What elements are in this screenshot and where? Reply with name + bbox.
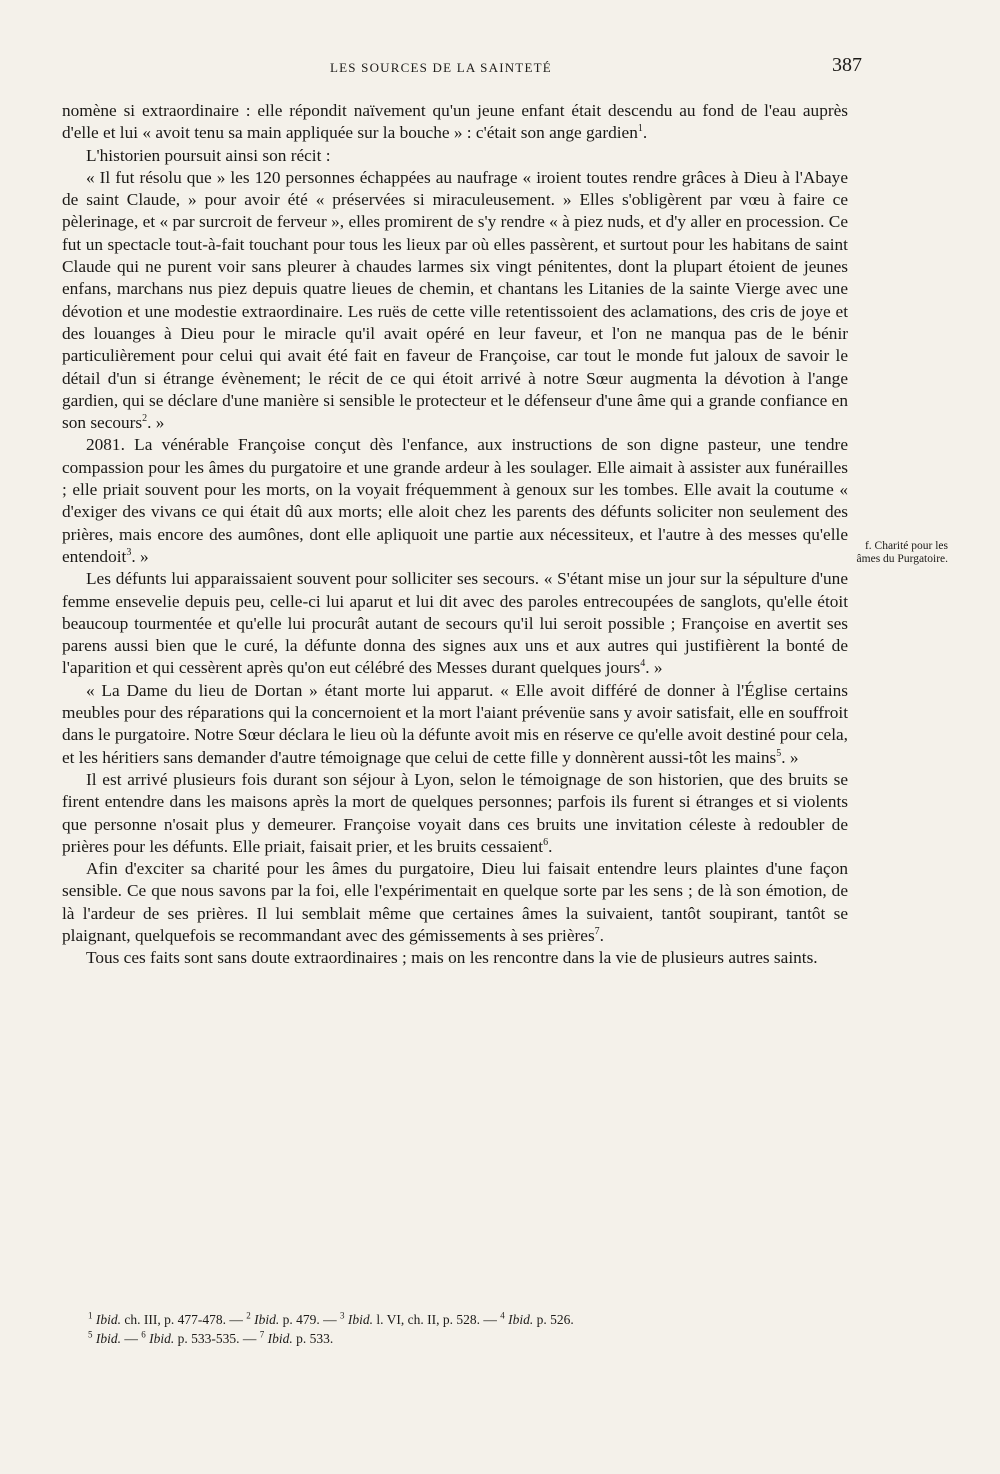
- footnote: $^3$ Ibid. l. VI, ch. II, p. 528. —: [339, 1310, 497, 1327]
- footnote: $^4$ Ibid. p. 526.: [500, 1310, 574, 1327]
- margin-note: f. Charité pour les âmes du Purgatoire.: [856, 540, 948, 565]
- paragraph: « Il fut résolu que » les 120 personnes échappées au naufrage « iroient toutes rendre grâces à Dieu à l'Abaye de saint Claude, » pour avoir été « préservées si miraculeusement. » Elles s'obligèrent par vœu à faire ce pèlerinage, et « par surcroit de ferveur », elles promirent de s'y rendre « à piez nuds, et d'y aller en procession. Ce fut un spectacle tout-à-fait touchant pour tous les lieux par où elles passèrent, et surtout pour les habitans de saint Claude qui ne purent voir sans pleurer à chaudes larmes six vingt pénitentes, dont la plupart étoient de jeunes enfans, marchans nus piez depuis quatre lieues de chemin, et chantans les Litanies de la sainte Vierge avec une dévotion et une modestie extraordinaire. Les ruës de cette ville retentissoient des aclamations, des cris de joye et des louanges à Dieu pour le miracle qu'il avait opéré en leur faveur, et l'on ne manqua pas de le bénir particulièrement pour celui qui avait été fait en faveur de Françoise, car tout le monde fut jaloux de savoir le détail d'un si étrange évènement; le récit de ce qui étoit arrivé à notre Sœur augmenta la dévotion à l'ange gardien, qui se déclare d'une manière si sensible le protecteur et le défenseur d'une âme qui a grande confiance en son secours$^2$. »: [62, 167, 848, 433]
- footnote-ref: 6: [543, 837, 549, 849]
- footnote-ref: 3: [126, 547, 132, 559]
- footnote-ref: 1: [637, 123, 643, 135]
- footnotes: [88, 1310, 848, 1348]
- page-header: [62, 56, 862, 86]
- paragraph: L'historien poursuit ainsi son récit :: [86, 145, 331, 165]
- footnote-ref: 5: [776, 747, 782, 759]
- footnote: $^5$ Ibid. —: [88, 1329, 138, 1346]
- running-title: LES SOURCES DE LA SAINTETÉ: [330, 60, 552, 75]
- paragraph: nomène si extraordinaire : elle répondit naïvement qu'un jeune enfant était descendu au fond de l'eau auprès d'elle et lui « avoit tenu sa main appliquée sur la bouche » : c'était son ange gardien$^1$.: [62, 101, 848, 143]
- footnote-ref: 7: [594, 926, 600, 938]
- paragraph: Afin d'exciter sa charité pour les âmes du purgatoire, Dieu lui faisait entendre leurs plaintes d'une façon sensible. Ce que nous savons par la foi, elle l'expérimentait en quelque sorte par les sens ; de là son émotion, de là l'ardeur de ses prières. Il lui semblait même que certaines âmes la suivaient, tantôt soupirant, tantôt se plaignant, quelquefois se recommandant avec des gémissements à ses prières$^7$.: [62, 859, 848, 945]
- paragraph: Tous ces faits sont sans doute extraordinaires ; mais on les rencontre dans la vie de plusieurs autres saints.: [86, 948, 818, 968]
- paragraph: Il est arrivé plusieurs fois durant son séjour à Lyon, selon le témoignage de son historien, que des bruits se firent entendre dans les maisons après la mort de quelques personnes; parfois ils furent si étranges et si violents que personne n'osait plus y demeurer. Françoise voyait dans ces bruits une invitation céleste à redoubler de prières pour les défunts. Elle priait, faisait prier, et les bruits cessaient$^6$.: [62, 769, 848, 856]
- page-number: 387: [832, 54, 862, 76]
- footnote-line: [88, 1329, 848, 1348]
- paragraph: 2081. La vénérable Françoise conçut dès l'enfance, aux instructions de son digne pasteur, une tendre compassion pour les âmes du purgatoire et une grande ardeur à les soulager. Elle aimait à assister aux funérailles ; elle priait souvent pour les morts, on la voyait fréquemment à genoux sur les tombes. Elle avait la coutume « d'exiger des vivans ce qui était dû aux morts; elle aloit chez les parents des défunts soliciter non seulement des prières, mais encore des aumônes, dont elle apliquoit une partie aux nécessiteux, et l'autre à des messes qu'elle entendoit$^3$. »: [62, 435, 848, 566]
- footnote-ref: 4: [640, 658, 646, 670]
- footnote-ref: 2: [142, 413, 148, 425]
- body-text: [62, 100, 848, 970]
- paragraph: « La Dame du lieu de Dortan » étant morte lui apparut. « Elle avoit différé de donner à l'Église certains meubles pour des réparations qui la concernoient et la mort l'aiant prévenüe sans y avoir satisfait, elle en souffroit dans le purgatoire. Notre Sœur déclara le lieu où la défunte avoit mis en réserve ce qu'elle avoit destiné pour cela, et les héritiers sans demander d'autre témoignage que celui de cette fille y donnèrent aussi-tôt les mains$^5$. »: [62, 680, 848, 767]
- footnote: $^1$ Ibid. ch. III, p. 477-478. —: [88, 1310, 243, 1327]
- footnote-line: [88, 1310, 848, 1329]
- footnote: $^7$ Ibid. p. 533.: [259, 1329, 334, 1346]
- paragraph: Les défunts lui apparaissaient souvent pour solliciter ses secours. « S'étant mise un jour sur la sépulture d'une femme ensevelie depuis peu, celle-ci lui aparut et lui dit avec des paroles entrecoupées de sanglots, qu'elle étoit beaucoup tourmentée et qu'elle lui procurât autant de secours qu'il lui seroit possible ; Françoise en avertit ses parens aussi bien que le curé, la défunte donna des signes aux uns et aux autres qui justifièrent la bonté de l'aparition et qui cessèrent après qu'on eut célébré des Messes durant quelques jours$^4$. »: [62, 569, 848, 678]
- footnote: $^2$ Ibid. p. 479. —: [246, 1310, 337, 1327]
- footnote: $^6$ Ibid. p. 533-535. —: [141, 1329, 257, 1346]
